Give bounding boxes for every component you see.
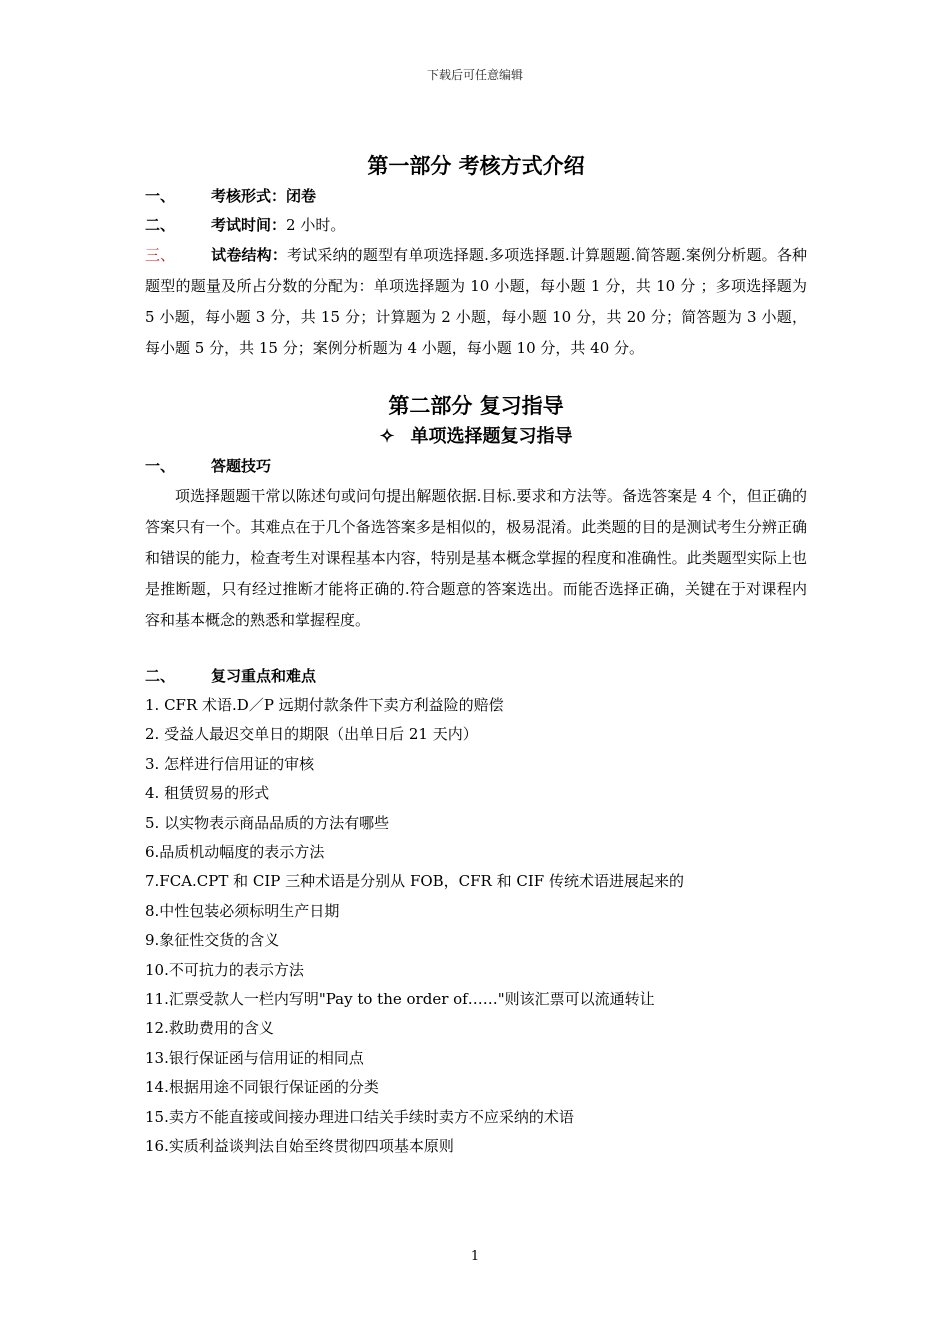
page-number: 1	[470, 1249, 480, 1264]
item-number: 二、	[145, 216, 176, 234]
document-body	[145, 150, 807, 1162]
list-item: 1. CFR 术语.D／P 远期付款条件下卖方利益险的赔偿	[145, 696, 504, 714]
list-item: 11.汇票受款人一栏内写明"Pay to the order of……"则该汇票可以流通转让	[145, 990, 655, 1009]
item-value: 闭卷	[286, 187, 317, 205]
item-value: 考试采纳的题型有单项选择题.多项选择题.计算题题.简答题.案例分析题。各种题型的题量及所占分数的分配为：单项选择题为 10 小题，每小题 1 分，共 10 分 ；多项选择题为 5 小题，每小题 3 分，共 15 分；计算题为 2 小题，每小题 10 分，共 20 分；简答题为 3 小题，每小题 5 分，共 15 分；案例分析题为 4 小题，每小题 10 分，共 40 分。	[145, 246, 807, 357]
list-item: 9.象征性交货的含义	[145, 931, 280, 950]
list-item: 4. 租赁贸易的形式	[145, 784, 270, 803]
item-label: 复习重点和难点	[211, 667, 317, 685]
list-item: 14.根据用途不同银行保证函的分类	[145, 1078, 379, 1097]
part1-item-3	[145, 240, 807, 364]
part2-subtitle	[145, 422, 807, 452]
list-item: 2. 受益人最迟交单日的期限（出单日后 21 天内）	[145, 725, 478, 744]
list-item: 8.中性包装必须标明生产日期	[145, 901, 340, 920]
item-number: 一、	[145, 457, 176, 475]
section-answer-skills	[145, 452, 807, 481]
section-review-points	[145, 662, 807, 691]
part2-title: 第二部分 复习指导	[388, 393, 564, 418]
item-number: 三、	[145, 246, 176, 264]
item-label: 试卷结构：	[211, 246, 287, 264]
review-points-list	[145, 691, 807, 1162]
part1-item-1	[145, 182, 807, 211]
list-item: 3. 怎样进行信用证的审核	[145, 754, 315, 773]
list-item: 13.银行保证函与信用证的相同点	[145, 1048, 364, 1067]
item-label: 考试时间：	[211, 216, 287, 234]
item-label: 考核形式：	[211, 187, 287, 205]
list-item: 6.品质机动幅度的表示方法	[145, 843, 325, 862]
list-item: 10.不可抗力的表示方法	[145, 960, 304, 979]
item-label: 答题技巧	[211, 457, 272, 475]
list-item: 16.实质利益谈判法自始至终贯彻四项基本原则	[145, 1137, 454, 1156]
item-number: 二、	[145, 667, 176, 685]
subtitle-text: 单项选择题复习指导	[410, 426, 573, 447]
page-header: 下载后可任意编辑	[426, 68, 523, 82]
answer-skills-paragraph: 项选择题题干常以陈述句或问句提出解题依据.目标.要求和方法等。备选答案是 4 个，但正确的答案只有一个。其难点在于几个备选答案多是相似的，极易混淆。此类题的目的是测试考生分辨正确和错误的能力，检查考生对课程基本内容，特别是基本概念掌握的程度和准确性。此类题型实际上也是推断题，只有经过推断才能将正确的.符合题意的答案选出。而能否选择正确，关键在于对课程内容和基本概念的熟悉和掌握程度。	[145, 487, 807, 629]
list-item: 5. 以实物表示商品品质的方法有哪些	[145, 813, 390, 832]
part1-title: 第一部分 考核方式介绍	[367, 153, 585, 178]
list-item: 15.卖方不能直接或间接办理进口结关手续时卖方不应采纳的术语	[145, 1107, 574, 1126]
item-value: 2 小时。	[286, 216, 346, 234]
diamond-bullet-icon: ✧	[379, 426, 395, 447]
list-item: 7.FCA.CPT 和 CIP 三种术语是分别从 FOB，CFR 和 CIF 传统术语进展起来的	[145, 872, 684, 891]
list-item: 12.救助费用的含义	[145, 1019, 274, 1038]
part1-item-2	[145, 211, 807, 240]
item-number: 一、	[145, 187, 176, 205]
